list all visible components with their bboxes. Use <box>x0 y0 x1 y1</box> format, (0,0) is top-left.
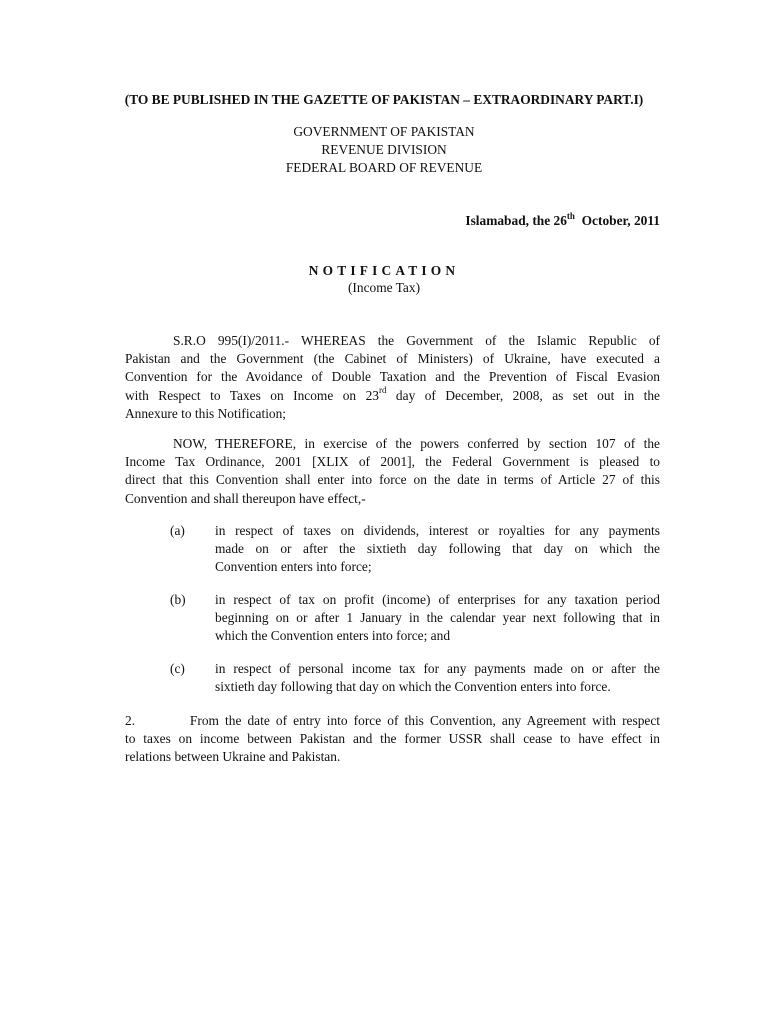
dateline-day: 26 <box>553 213 567 228</box>
list-item-line: in respect of tax on profit (income) of enterprises for any taxation period <box>215 592 660 607</box>
paragraph-line: NOW, THEREFORE, in exercise of the powers conferred by section 107 of the <box>173 436 660 451</box>
division-line: REVENUE DIVISION <box>321 142 447 157</box>
list-item-line: which the Convention enters into force; and <box>215 628 451 644</box>
list-item-label: (c) <box>170 661 185 676</box>
paragraph-line: direct that this Convention shall enter into force on the date in terms of Article 27 of this <box>125 472 660 488</box>
list-item-line: sixtieth day following that day on which the Convention enters into force. <box>215 679 611 695</box>
list-item-line: Convention enters into force; <box>215 559 372 575</box>
list-item-text <box>215 660 660 696</box>
list-item-text <box>215 522 660 577</box>
paragraph-text: with Respect to Taxes on Income on 23 <box>125 387 379 403</box>
paragraph-text: day of December, 2008, as set out in the <box>386 387 660 403</box>
paragraph-line: Pakistan and the Government (the Cabinet of Ministers) of Ukraine, have executed a <box>125 351 660 367</box>
paragraph-line: to taxes on income between Pakistan and the former USSR shall cease to have effect in <box>125 731 660 747</box>
list-item-label: (a) <box>170 523 185 538</box>
paragraph-whereas <box>125 332 660 423</box>
paragraph-text: From the date of entry into force of this Convention, any Agreement with respect <box>189 713 660 728</box>
paragraph-line <box>125 712 660 730</box>
list-item-line: made on or after the sixtieth day following that day on which the <box>215 541 660 557</box>
list-item-line: beginning on or after 1 January in the calendar year next following that in <box>215 610 660 626</box>
paragraph-line: Convention for the Avoidance of Double Taxation and the Prevention of Fiscal Evasion <box>125 369 660 385</box>
paragraph-line <box>125 387 660 405</box>
board-line: FEDERAL BOARD OF REVENUE <box>285 160 483 175</box>
paragraph-2 <box>125 712 660 767</box>
notification-title: NOTIFICATION <box>308 263 460 278</box>
list-item-text <box>215 591 660 646</box>
paragraph-line: Convention and shall thereupon have effect,- <box>125 490 366 506</box>
list-item-line: in respect of taxes on dividends, interest or royalties for any payments <box>215 523 660 538</box>
dateline <box>465 212 660 230</box>
notification-subtitle: (Income Tax) <box>347 280 421 295</box>
date-suffix: rd <box>378 385 387 396</box>
gazette-heading: (TO BE PUBLISHED IN THE GAZETTE OF PAKISTAN – EXTRAORDINARY PART.I) <box>124 92 644 107</box>
paragraph-line: Income Tax Ordinance, 2001 [XLIX of 2001], the Federal Government is pleased to <box>125 454 660 470</box>
dateline-prefix: Islamabad, the <box>465 213 554 228</box>
paragraph-now-therefore <box>125 435 660 508</box>
dateline-day-suffix: th <box>566 210 575 221</box>
list-item-label: (b) <box>170 592 186 607</box>
dateline-month-year: October, 2011 <box>581 213 660 228</box>
paragraph-number: 2. <box>125 713 136 728</box>
government-line: GOVERNMENT OF PAKISTAN <box>293 124 475 139</box>
paragraph-line: relations between Ukraine and Pakistan. <box>125 749 341 765</box>
paragraph-line: Annexure to this Notification; <box>125 405 287 421</box>
paragraph-line: S.R.O 995(I)/2011.- WHEREAS the Government of the Islamic Republic of <box>173 333 660 348</box>
list-item-line: in respect of personal income tax for any payments made on or after the <box>215 661 660 676</box>
